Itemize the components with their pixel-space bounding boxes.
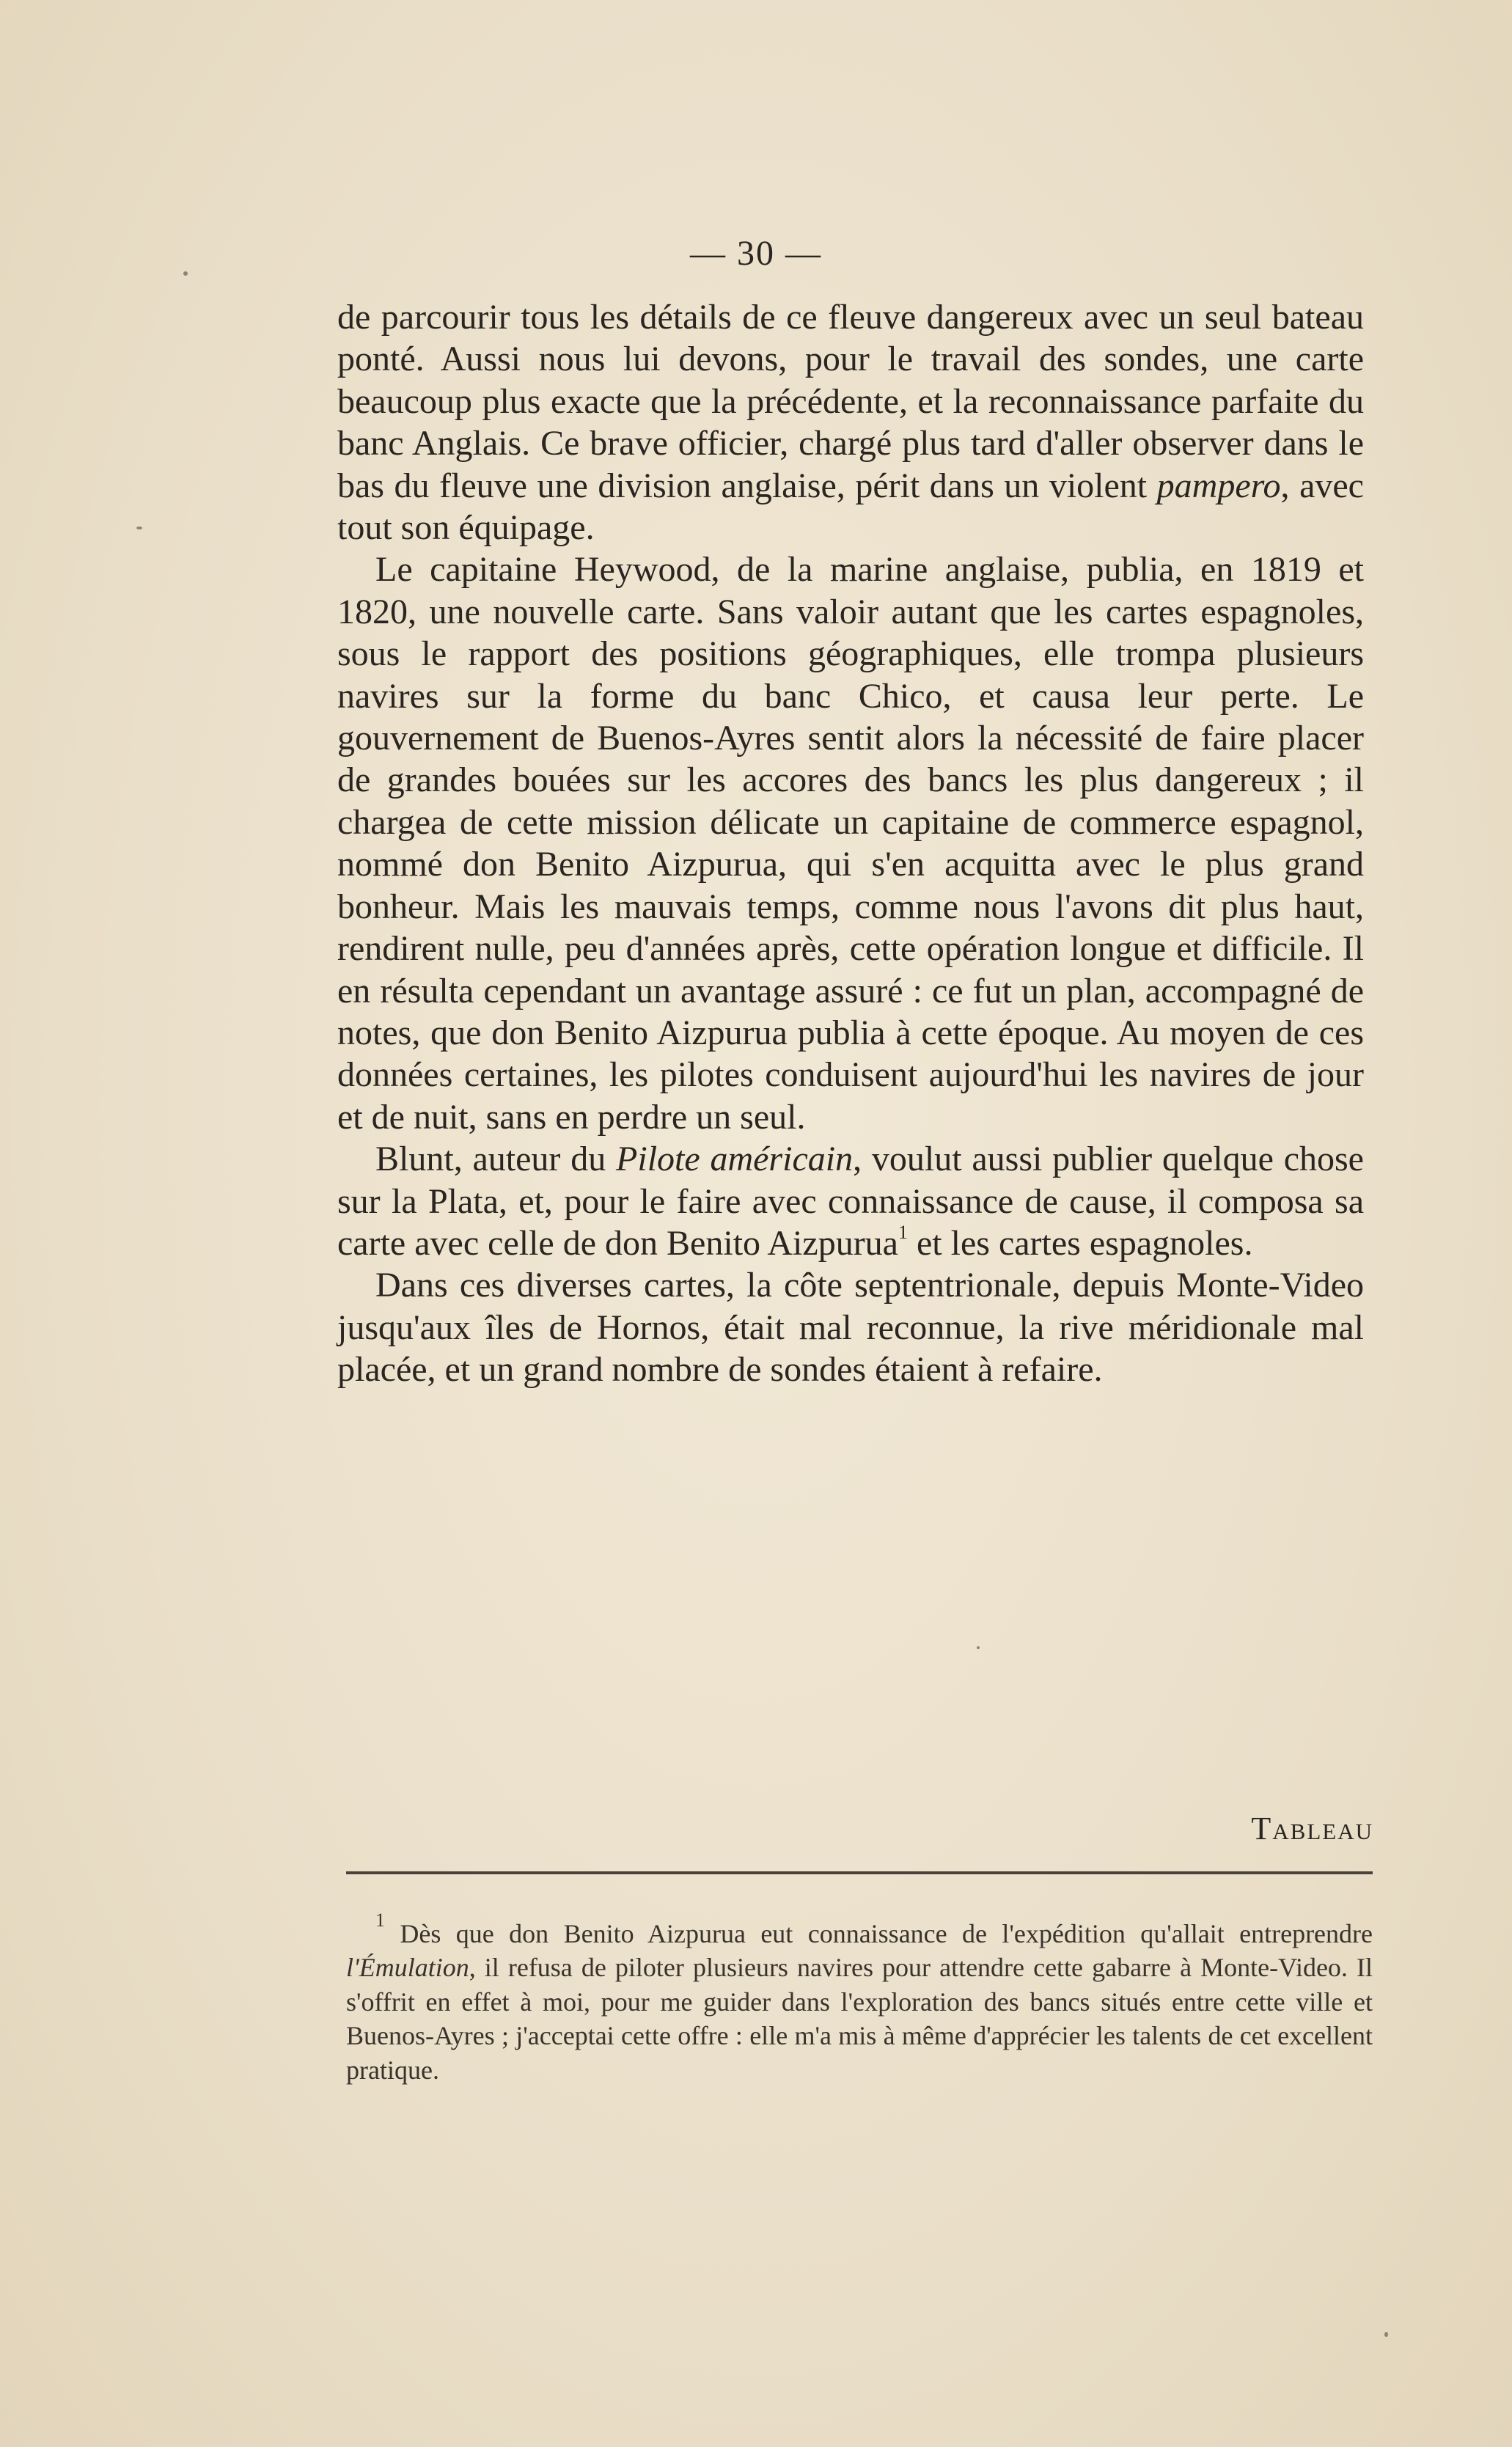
page-number: — 30 —: [690, 234, 822, 273]
catchword: Tableau: [1251, 1811, 1373, 1846]
paper-speck: [977, 1646, 980, 1649]
footnote-mark: 1: [375, 1909, 385, 1931]
paragraph-1: de parcourir tous les détails de ce fleuve dangereux avec un seul bateau ponté. Aussi nous lui devons, pour le travail des sondes, une carte beaucoup plus exacte que la précédente, et la reconnaissance parfaite du banc Anglais. Ce brave officier, chargé plus tard d'aller observer dans le bas du fleuve une division anglaise, périt dans un violent pampero, avec tout son équipage.: [337, 298, 1364, 548]
paragraph-2: Le capitaine Heywood, de la marine anglaise, publia, en 1819 et 1820, une nouvelle carte. Sans valoir autant que les cartes espagnoles, sous le rapport des positions géographiques, elle trompa plusieurs navires sur la forme du banc Chico, et causa leur perte. Le gouvernement de Buenos-Ayres sentit alors la nécessité de faire placer de grandes bouées sur les accores des bancs les plus dangereux ; il chargea de cette mission délicate un capitaine de commerce espagnol, nommé don Benito Aizpurua, qui s'en acquitta avec le plus grand bonheur. Mais les mauvais temps, comme nous l'avons dit plus haut, rendirent nulle, peu d'années après, cette opération longue et difficile. Il en résulta cependant un avantage assuré : ce fut un plan, accompagné de notes, que don Benito Aizpurua publia à cette époque. Au moyen de ces données certaines, les pilotes conduisent aujourd'hui les navires de jour et de nuit, sans en perdre un seul.: [337, 550, 1364, 1137]
paper-speck: [136, 527, 142, 529]
paper-speck: [1384, 2332, 1388, 2337]
main-text: [337, 296, 1364, 1391]
paper-speck: [183, 271, 188, 276]
footnote-reference: 1: [898, 1221, 908, 1243]
footnote-rule: [346, 1871, 1373, 1874]
paragraph-4: Dans ces diverses cartes, la côte septentrionale, depuis Monte-Video jusqu'aux îles de Hornos, était mal reconnue, la rive méridionale mal placée, et un grand nombre de sondes étaient à refaire.: [337, 1266, 1364, 1390]
paragraph-3: Blunt, auteur du Pilote américain, voulut aussi publier quelque chose sur la Plata, et, pour le faire avec connaissance de cause, il composa sa carte avec celle de don Benito Aizpurua$^1$ et les cartes espagnoles.: [337, 1140, 1364, 1263]
footnote: $^1$ Dès que don Benito Aizpurua eut connaissance de l'expédition qu'allait entreprendre l'Émulation, il refusa de piloter plusieurs navires pour attendre cette gabarre à Monte-Video. Il s'offrit en effet à moi, pour me guider dans l'exploration des bancs situés entre cette ville et Buenos-Ayres ; j'acceptai cette offre : elle m'a mis à même d'apprécier les talents de cet excellent pratique.: [346, 1909, 1373, 2085]
